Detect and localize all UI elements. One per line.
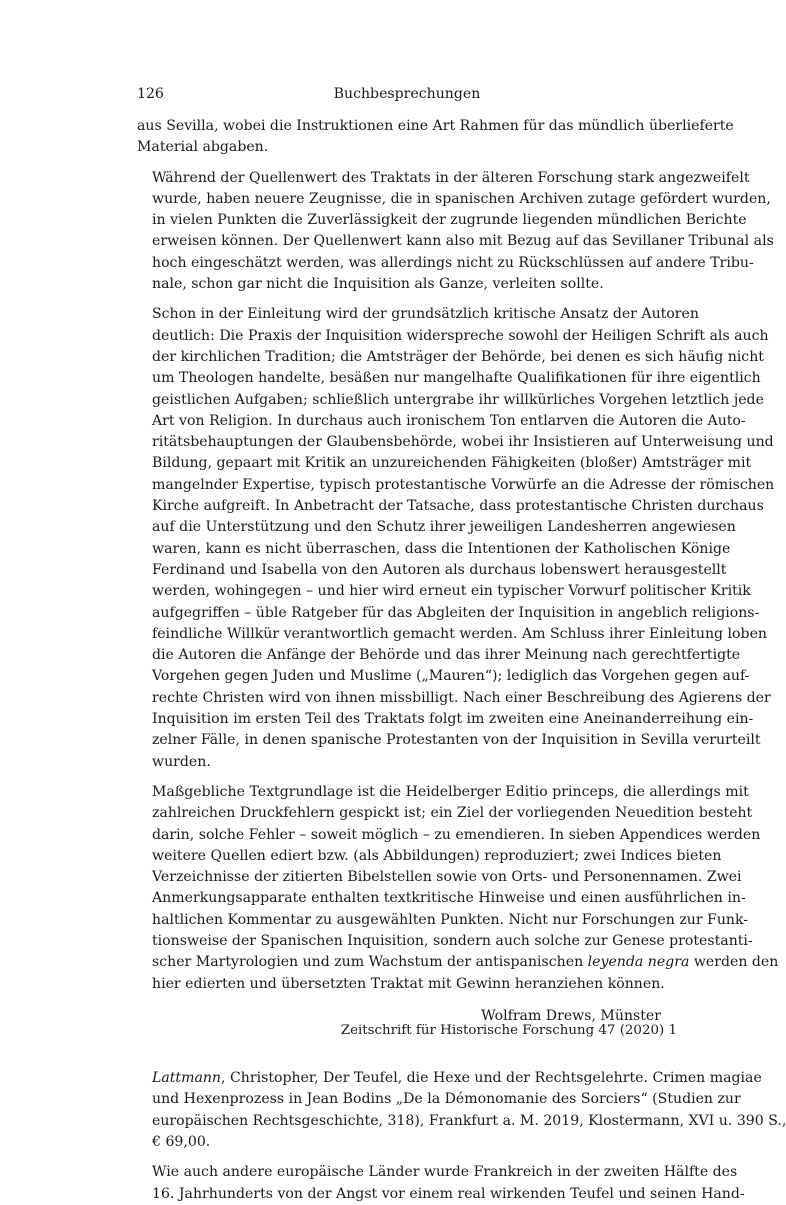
- text-line: erweisen können. Der Quellenwert kann also mit Bezug auf das Sevillaner Tribunal als: [152, 233, 774, 250]
- text-line: € 69,00.: [152, 1134, 211, 1151]
- text-line: werden, wohingegen – und hier wird erneut ein typischer Vorwurf politischer Kritik: [152, 583, 751, 600]
- text-line: zahlreichen Druckfehlern gespickt ist; ein Ziel der vorliegenden Neuedition besteht: [152, 805, 753, 822]
- text-line: wurde, haben neuere Zeugnisse, die in spanischen Archiven zutage gefördert wurden,: [152, 190, 771, 207]
- text-line: feindliche Willkür verantwortlich gemacht werden. Am Schluss ihrer Einleitung loben: [152, 625, 767, 642]
- text-line: Maßgebliche Textgrundlage ist die Heidelberger Editio princeps, die allerdings mit: [152, 783, 749, 800]
- text-line: aufgegriffen – üble Ratgeber für das Abgleiten der Inquisition in angeblich religions-: [152, 604, 760, 621]
- paragraph: [137, 168, 774, 296]
- text-line: mangelnder Expertise, typisch protestantische Vorwürfe an die Adresse der römischen: [152, 476, 775, 493]
- text-line: weitere Quellen ediert bzw. (als Abbildungen) reproduziert; zwei Indices bieten: [152, 847, 722, 864]
- text-line: in vielen Punkten die Zuverlässigkeit der zugrunde liegenden mündlichen Berichte: [152, 212, 747, 229]
- paragraph: [137, 304, 775, 773]
- journal-footer: Zeitschrift für Historische Forschung 47 (2020) 1: [340, 1023, 677, 1038]
- text-line: [137, 952, 779, 973]
- text-line: tionsweise der Spanischen Inquisition, sondern auch solche zur Genese protestanti-: [152, 932, 753, 949]
- text-line: Ferdinand und Isabella von den Autoren als durchaus lobenswert herausgestellt: [152, 561, 727, 578]
- page-number: 126: [137, 86, 164, 102]
- text-line: aus Sevilla, wobei die Instruktionen eine Art Rahmen für das mündlich überlieferte: [137, 118, 734, 134]
- text-line: Vorgehen gegen Juden und Muslime („Mauren“); lediglich das Vorgehen gegen auf-: [152, 668, 750, 685]
- text-line: Wie auch andere europäische Länder wurde Frankreich in der zweiten Hälfte des: [152, 1164, 738, 1181]
- text-line: um Theologen handelte, besäßen nur mangelhafte Qualifikationen für ihre eigentlich: [152, 370, 761, 387]
- text-line: Schon in der Einleitung wird der grundsätzlich kritische Ansatz der Autoren: [152, 306, 699, 323]
- author-name: Lattmann: [152, 1070, 222, 1087]
- paragraph: [137, 782, 779, 995]
- italic-term: leyenda negra: [587, 954, 690, 971]
- text-line: deutlich: Die Praxis der Inquisition widerspreche sowohl der Heiligen Schrift als auch: [152, 327, 769, 344]
- text-line: auf die Unterstützung und den Schutz ihrer jeweiligen Landesherren angewiesen: [152, 519, 736, 536]
- text-line: Verzeichnisse der zitierten Bibelstellen sowie von Orts- und Personennamen. Zwei: [152, 869, 742, 886]
- text-segment: werden den: [689, 954, 779, 971]
- text-line: Bildung, gepaart mit Kritik an unzureichenden Fähigkeiten (bloßer) Amtsträger mit: [152, 455, 752, 472]
- text-line: wurden.: [152, 753, 211, 770]
- text-line: Material abgaben.: [137, 139, 269, 156]
- text-segment: scher Martyrologien und zum Wachstum der antispanischen: [152, 954, 588, 971]
- text-line: ritätsbehauptungen der Glaubensbehörde, wobei ihr Insistieren auf Unterweisung und: [152, 434, 774, 451]
- text-line: waren, kann es nicht überraschen, dass die Intentionen der Katholischen Könige: [152, 540, 731, 557]
- review-citation: [137, 1068, 786, 1153]
- text-line: Anmerkungsapparate enthalten textkritische Hinweise und einen ausführlichen in-: [152, 890, 746, 907]
- running-header: [137, 84, 677, 106]
- text-line: und Hexenprozess in Jean Bodins „De la Démonomanie des Sorciers“ (Studien zur: [152, 1091, 741, 1108]
- text-line: hier edierten und übersetzten Traktat mit Gewinn heranziehen können.: [152, 975, 665, 992]
- text-line: darin, solche Fehler – soweit möglich – zu emendieren. In sieben Appendices werden: [152, 826, 761, 843]
- text-line: geistlichen Aufgaben; schließlich untergrabe ihr willkürliches Vorgehen letztlich jede: [152, 391, 764, 408]
- text-line: Während der Quellenwert des Traktats in der älteren Forschung stark angezweifelt: [152, 169, 750, 186]
- text-line: hoch eingeschätzt werden, was allerdings nicht zu Rückschlüssen auf andere Tribu-: [152, 254, 754, 271]
- text-line: rechte Christen wird von ihnen missbilligt. Nach einer Beschreibung des Agierens der: [152, 689, 771, 706]
- text-line: der kirchlichen Tradition; die Amtsträger der Behörde, bei denen es sich häufig nicht: [152, 348, 764, 365]
- text-segment: , Christopher, Der Teufel, die Hexe und der Rechtsgelehrte. Crimen magiae: [221, 1070, 762, 1087]
- text-line: [137, 1068, 762, 1089]
- text-line: die Autoren die Anfänge der Behörde und das ihrer Meinung nach gerechtfertigte: [152, 647, 741, 664]
- text-line: Kirche aufgreift. In Anbetracht der Tatsache, dass protestantische Christen durchaus: [152, 498, 764, 515]
- paragraph: [137, 116, 734, 159]
- text-line: zelner Fälle, in denen spanische Protestanten von der Inquisition in Sevilla verurteilt: [152, 732, 761, 749]
- text-line: europäischen Rechtsgeschichte, 318), Frankfurt a. M. 2019, Klostermann, XVI u. 390 S.,: [152, 1112, 786, 1129]
- text-line: nale, schon gar nicht die Inquisition als Ganze, verleiten sollte.: [152, 276, 604, 293]
- text-line: haltlichen Kommentar zu ausgewählten Punkten. Nicht nur Forschungen zur Funk-: [152, 911, 749, 928]
- running-title: Buchbesprechungen: [333, 86, 481, 102]
- text-line: 16. Jahrhunderts von der Angst vor einem real wirkenden Teufel und seinen Hand-: [152, 1185, 745, 1202]
- text-line: Inquisition im ersten Teil des Traktats folgt im zweiten eine Aneinanderreihung ein-: [152, 711, 754, 728]
- paragraph: [137, 1162, 745, 1205]
- text-line: Art von Religion. In durchaus auch ironischem Ton entlarven die Autoren die Auto-: [152, 412, 746, 429]
- review-signature: Wolfram Drews, Münster: [481, 1007, 661, 1024]
